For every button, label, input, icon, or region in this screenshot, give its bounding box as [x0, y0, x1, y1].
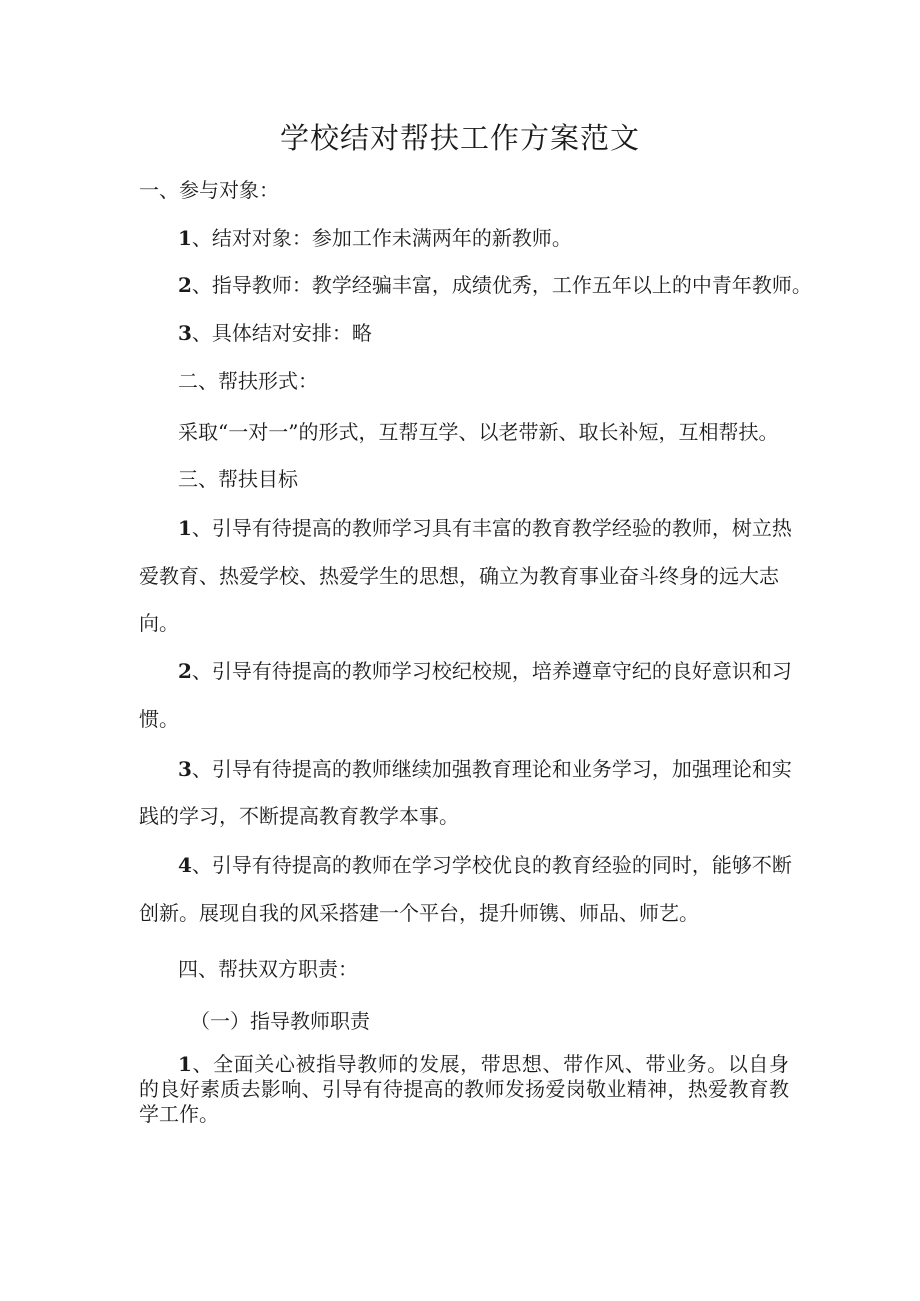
item-text: 、结对对象：参加工作未满两年的新教师。 [191, 226, 572, 250]
item-number: 3 [178, 757, 192, 781]
goal-4-line-1 [178, 850, 792, 880]
item-number: 2 [178, 659, 192, 683]
participants-item-1 [178, 223, 572, 253]
duty-1-paragraph [139, 1052, 789, 1127]
item-text: 、引导有待提高的教师在学习学校优良的教育经验的同时，能够不断 [191, 853, 792, 877]
item-number: 1 [178, 516, 192, 540]
item-number: 3 [178, 321, 192, 345]
item-text: 、具体结对安排：略 [191, 321, 372, 345]
goal-3-line-1 [178, 754, 792, 784]
item-text: 、引导有待提高的教师继续加强教育理论和业务学习，加强理论和实 [191, 757, 792, 781]
section-heading-participants: 一、参与对象： [139, 178, 279, 202]
goal-1-line-2: 爱教育、热爱学校、热爱学生的思想，确立为教育事业奋斗终身的远大志 [139, 564, 779, 588]
section-heading-duties: 四、帮扶双方职责： [178, 957, 358, 981]
item-text: 、全面关心被指导教师的发展，带思想、带作风、带业务。以自身的良好素质去影响、引导有待提高的教师发扬爱岗敬业精神，热爱教育教学工作。 [139, 1052, 789, 1126]
item-number: 1 [178, 226, 192, 250]
goal-1-line-1 [178, 513, 792, 543]
subsection-heading-mentor-duties: （一）指导教师职责 [190, 1009, 370, 1033]
item-text: 、引导有待提高的教师学习校纪校规，培养遵章守纪的良好意识和习 [191, 659, 792, 683]
goal-4-line-2: 创新。展现自我的风采搭建一个平台，提升师镌、师品、师艺。 [139, 901, 699, 925]
participants-item-2 [178, 270, 812, 300]
form-paragraph: 采取“一对一”的形式，互帮互学、以老带新、取长补短，互相帮扶。 [178, 420, 779, 444]
item-text: 、引导有待提高的教师学习具有丰富的教育教学经验的教师，树立热 [191, 516, 792, 540]
participants-item-3 [178, 318, 372, 348]
goal-3-line-2: 践的学习，不断提高教育教学本事。 [139, 804, 459, 828]
section-heading-goals: 三、帮扶目标 [178, 467, 298, 491]
item-text: 、指导教师：教学经骗丰富，成绩优秀，工作五年以上的中青年教师。 [191, 273, 812, 297]
goal-2-line-2: 惯。 [139, 707, 179, 731]
goal-1-line-3: 向。 [139, 611, 179, 635]
item-number: 2 [178, 273, 192, 297]
section-heading-form: 二、帮扶形式： [178, 369, 318, 393]
item-number: 1 [178, 1052, 192, 1076]
item-number: 4 [178, 853, 192, 877]
goal-2-line-1 [178, 656, 792, 686]
document-title: 学校结对帮扶工作方案范文 [279, 121, 640, 155]
